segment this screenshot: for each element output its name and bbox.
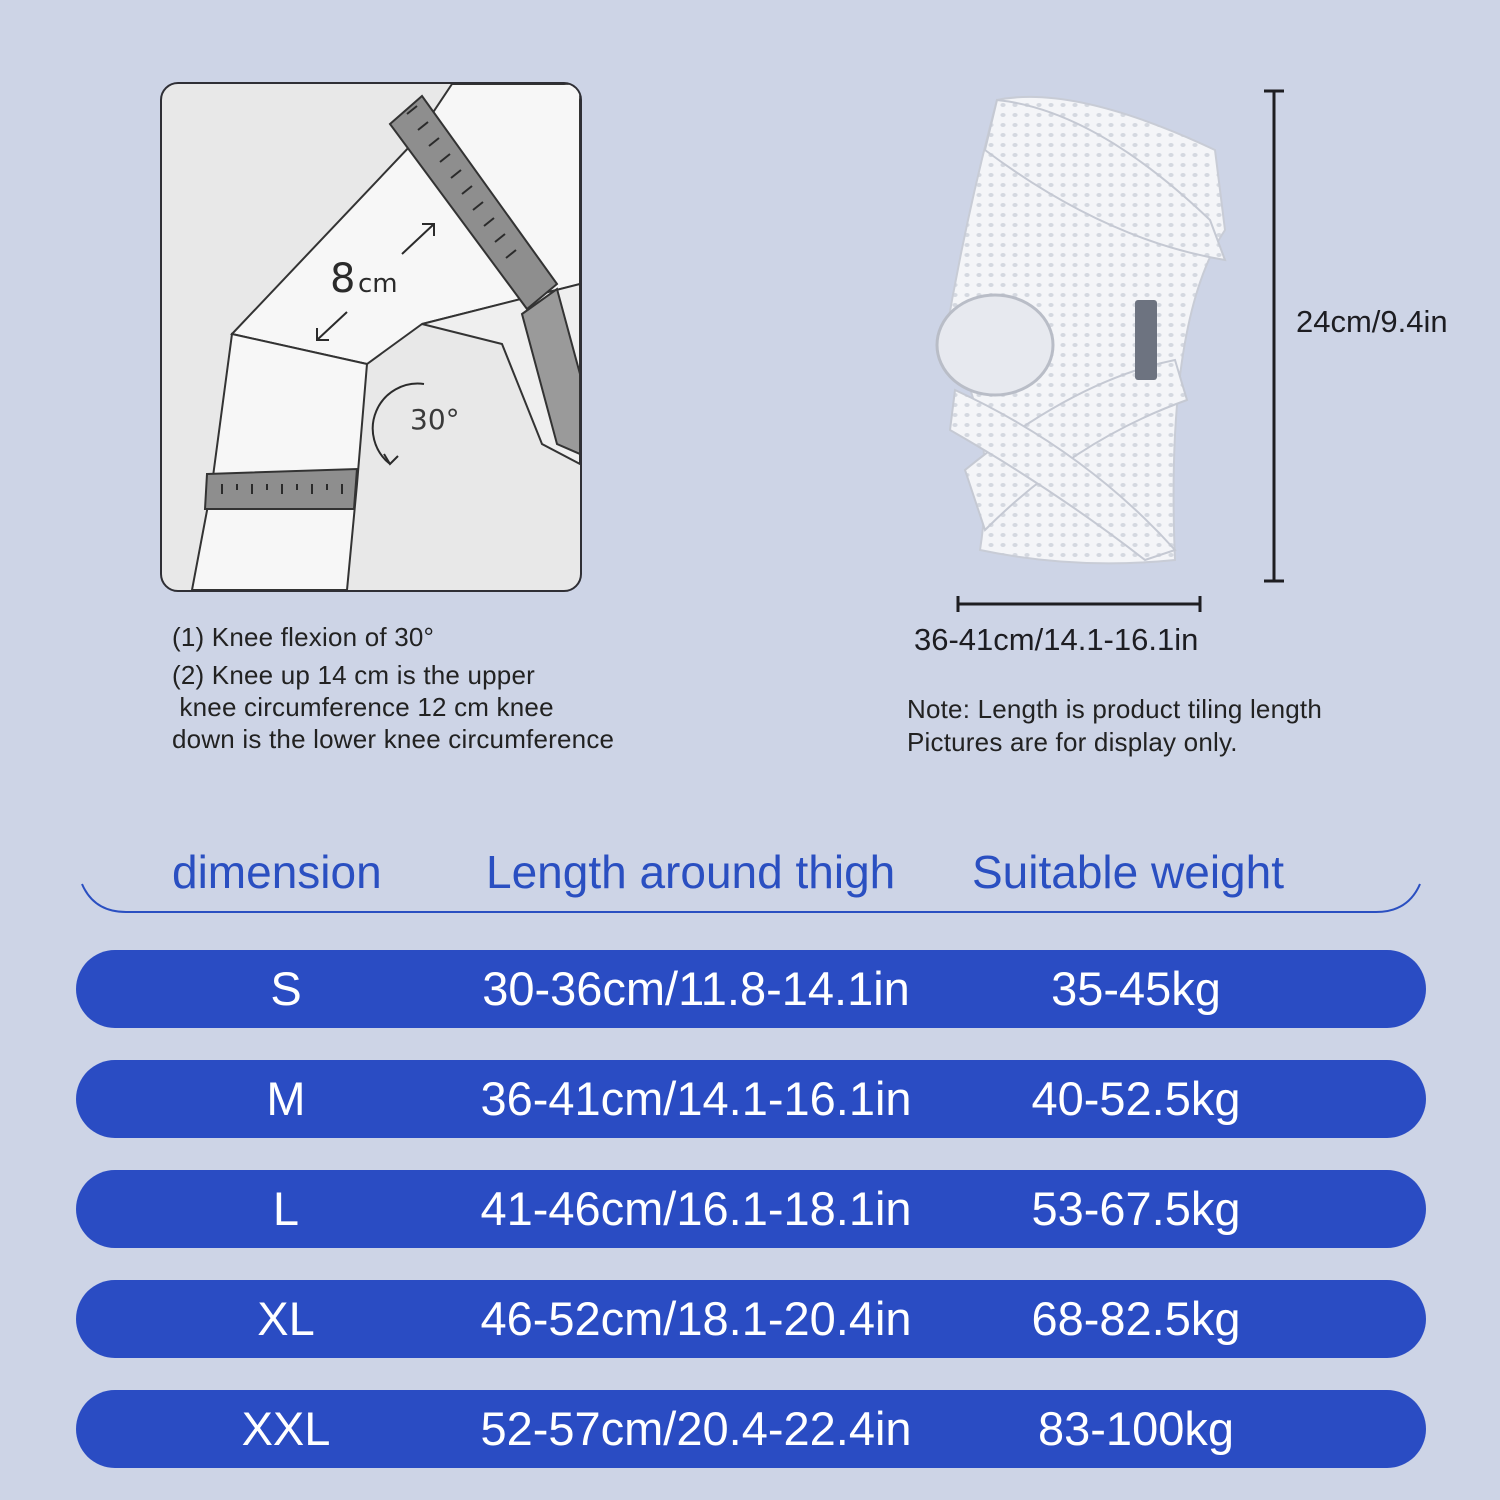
instruction-line-4: down is the lower knee circumference	[172, 724, 615, 754]
size-row-xxl	[76, 1390, 1426, 1468]
length-cell: 52-57cm/20.4-22.4in	[480, 1402, 912, 1455]
weight-cell: 83-100kg	[1038, 1402, 1234, 1455]
product-note-line-1: Note: Length is product tiling length	[907, 694, 1322, 724]
product-note-line-2: Pictures are for display only.	[907, 727, 1238, 757]
size-cell: L	[272, 1182, 300, 1235]
width-dimension-line	[955, 594, 1203, 614]
size-cell: XXL	[241, 1402, 331, 1455]
angle-label: 30°	[410, 403, 460, 436]
header-length: Length around thigh	[486, 846, 896, 898]
weight-cell: 53-67.5kg	[1031, 1182, 1241, 1235]
measure-unit: cm	[358, 269, 398, 299]
instruction-line-1: (1) Knee flexion of 30°	[172, 622, 435, 652]
length-cell: 36-41cm/14.1-16.1in	[480, 1072, 912, 1125]
size-row-l	[76, 1170, 1426, 1248]
knee-brace-product-image	[925, 90, 1235, 580]
header-divider	[80, 880, 1422, 920]
height-dimension-line	[1262, 88, 1286, 584]
header-weight: Suitable weight	[972, 846, 1284, 898]
height-label: 24cm/9.4in	[1296, 304, 1448, 339]
instruction-line-3: knee circumference 12 cm knee	[172, 692, 554, 722]
size-row-xl	[76, 1280, 1426, 1358]
weight-cell: 40-52.5kg	[1031, 1072, 1241, 1125]
header-dimension: dimension	[172, 846, 382, 898]
size-cell: XL	[257, 1292, 315, 1345]
weight-cell: 68-82.5kg	[1031, 1292, 1241, 1345]
size-cell: S	[270, 962, 302, 1015]
weight-cell: 35-45kg	[1051, 962, 1221, 1015]
length-cell: 41-46cm/16.1-18.1in	[480, 1182, 912, 1235]
size-cell: M	[266, 1072, 306, 1125]
knee-measurement-illustration	[160, 82, 582, 592]
measure-value: 8	[330, 256, 356, 302]
length-cell: 46-52cm/18.1-20.4in	[480, 1292, 912, 1345]
size-row-m	[76, 1060, 1426, 1138]
bent-leg-drawing	[162, 84, 580, 590]
width-label: 36-41cm/14.1-16.1in	[914, 622, 1199, 657]
instruction-line-2: (2) Knee up 14 cm is the upper	[172, 660, 535, 690]
size-row-s	[76, 950, 1426, 1028]
length-cell: 30-36cm/11.8-14.1in	[482, 962, 910, 1015]
